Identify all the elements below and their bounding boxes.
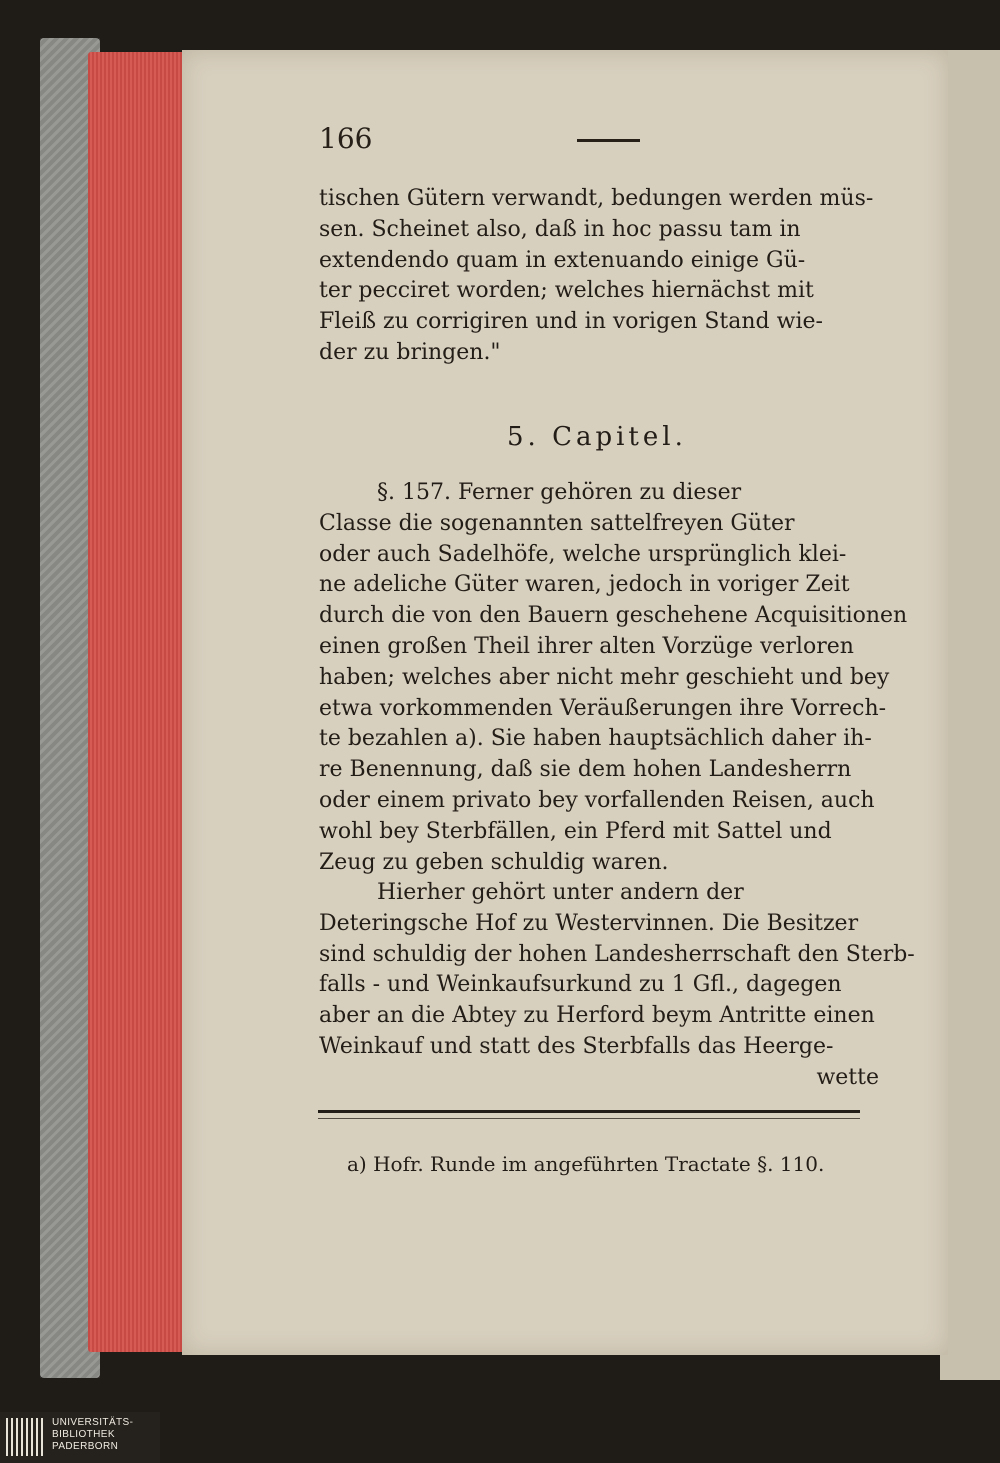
text-line: falls - und Weinkaufsurkund zu 1 Gfl., dagegen bbox=[319, 972, 842, 998]
book-page bbox=[182, 50, 948, 1355]
text-line: haben; welches aber nicht mehr geschieht und bey bbox=[319, 664, 890, 690]
text-line: der zu bringen." bbox=[319, 339, 501, 365]
page-number: 166 bbox=[319, 122, 373, 155]
text-line: sind schuldig der hohen Landesherrschaft den Sterb- bbox=[319, 941, 915, 967]
text-line: ter pecciret worden; welches hiernächst mit bbox=[319, 278, 814, 304]
text-line: durch die von den Bauern geschehene Acquisitionen bbox=[319, 603, 908, 629]
text-line: Weinkauf und statt des Sterbfalls das Heerge- bbox=[319, 1033, 834, 1059]
paragraph-1 bbox=[319, 184, 879, 369]
logo-line: BIBLIOTHEK bbox=[52, 1429, 115, 1440]
text-line: etwa vorkommenden Veräußerungen ihre Vorrech- bbox=[319, 695, 887, 721]
library-logo bbox=[0, 1412, 160, 1463]
text-line: oder auch Sadelhöfe, welche ursprünglich klei- bbox=[319, 541, 847, 567]
text-line: te bezahlen a). Sie haben hauptsächlich daher ih- bbox=[319, 726, 872, 752]
text-line: §. 157. Ferner gehören zu dieser bbox=[377, 480, 742, 505]
logo-line: PADERBORN bbox=[52, 1441, 119, 1452]
footnote-rule-thin bbox=[318, 1118, 860, 1119]
facing-page-edge bbox=[940, 50, 1000, 1380]
text-line: re Benennung, daß sie dem hohen Landesherrn bbox=[319, 757, 852, 783]
text-line: ne adeliche Güter waren, jedoch in voriger Zeit bbox=[319, 572, 850, 598]
text-line: Hierher gehört unter andern der bbox=[377, 880, 744, 905]
text-line: einen großen Theil ihrer alten Vorzüge verloren bbox=[319, 633, 854, 659]
catchword: wette bbox=[816, 1064, 879, 1090]
text-line: Zeug zu geben schuldig waren. bbox=[319, 849, 669, 875]
text-line: oder einem privato bey vorfallenden Reisen, auch bbox=[319, 787, 875, 813]
page-edges bbox=[88, 52, 188, 1352]
footnote: a) Hofr. Runde im angeführten Tractate §. 110. bbox=[347, 1152, 825, 1176]
library-logo-icon bbox=[6, 1418, 44, 1456]
text-line: sen. Scheinet also, daß in hoc passu tam in bbox=[319, 216, 801, 242]
footnote-rule bbox=[318, 1110, 860, 1113]
text-line: Classe die sogenannten sattelfreyen Güter bbox=[319, 510, 795, 536]
text-line: aber an die Abtey zu Herford beym Antritte einen bbox=[319, 1003, 875, 1029]
paragraph-3 bbox=[319, 878, 915, 1094]
text-line: wohl bey Sterbfällen, ein Pferd mit Sattel und bbox=[319, 818, 832, 844]
chapter-heading: 5. Capitel. bbox=[507, 422, 687, 452]
running-head-rule bbox=[577, 139, 640, 142]
text-line: extendendo quam in extenuando einige Gü- bbox=[319, 247, 806, 273]
text-line: tischen Gütern verwandt, bedungen werden müs- bbox=[319, 186, 874, 211]
text-line: Fleiß zu corrigiren und in vorigen Stand wie- bbox=[319, 309, 823, 335]
text-line: Deteringsche Hof zu Westervinnen. Die Besitzer bbox=[319, 910, 859, 936]
library-logo-text bbox=[52, 1417, 133, 1453]
logo-line: UNIVERSITÄTS- bbox=[52, 1417, 134, 1428]
paragraph-2 bbox=[319, 478, 908, 878]
